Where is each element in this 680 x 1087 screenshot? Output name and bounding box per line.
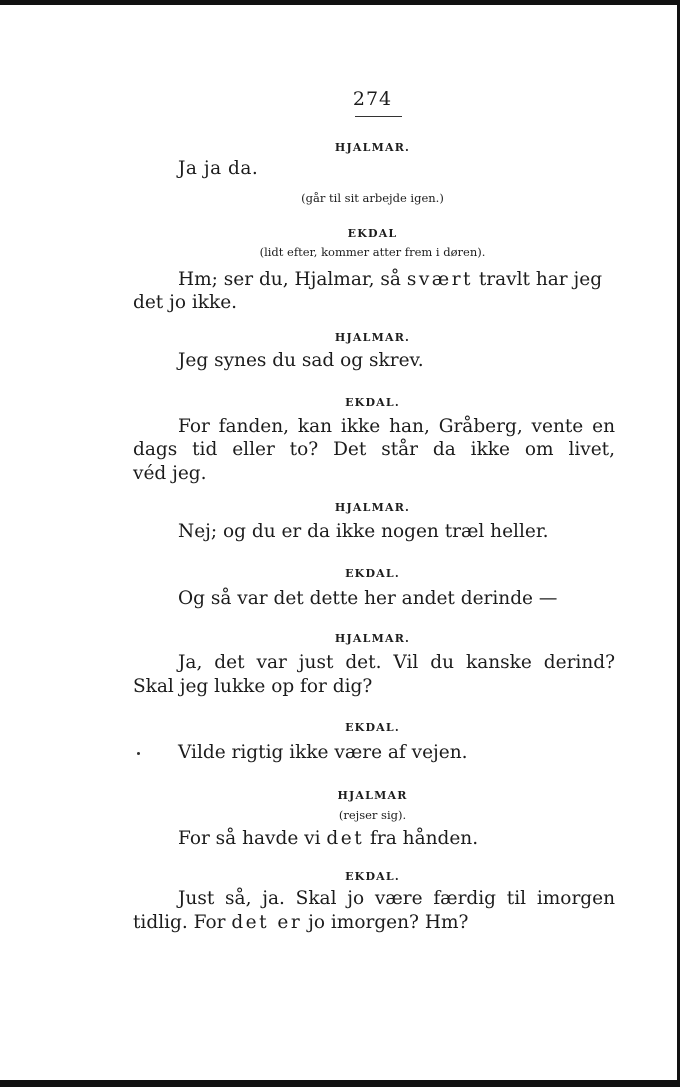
speck-mark	[137, 752, 140, 755]
dialogue-line: Ja ja da.	[178, 158, 259, 179]
speaker-label: EKDAL.	[345, 396, 400, 409]
dialogue-line: dags tid eller to? Det står da ikke om livet,	[133, 439, 615, 460]
dialogue-line-wrap	[178, 828, 478, 849]
dialogue-line: Vilde rigtig ikke være af vejen.	[178, 742, 468, 763]
emphasized-text: svært	[406, 269, 473, 290]
stage-direction: (går til sit arbejde igen.)	[301, 191, 444, 205]
page-number-rule	[355, 116, 402, 117]
emphasized-text: det	[326, 828, 365, 849]
dialogue-text: For så havde vi	[178, 828, 321, 849]
stage-direction: (lidt efter, kommer atter frem i døren).	[259, 245, 486, 259]
dialogue-line: Ja, det var just det. Vil du kanske derind?	[178, 652, 615, 673]
dialogue-text: jo imorgen? Hm?	[308, 912, 469, 933]
dialogue-line: Nej; og du er da ikke nogen træl heller.	[178, 521, 549, 542]
dialogue-line-wrap	[133, 912, 468, 933]
dialogue-text: Hm; ser du, Hjalmar, så	[178, 269, 401, 290]
speaker-label: HJALMAR	[337, 789, 408, 802]
dialogue-line-wrap	[178, 269, 602, 290]
dialogue-text: tidlig. For	[133, 912, 226, 933]
dialogue-line: Just så, ja. Skal jo være færdig til imorgen	[178, 888, 615, 909]
stage-direction: (rejser sig).	[338, 808, 407, 822]
speaker-label: EKDAL	[347, 227, 398, 240]
dialogue-line: For fanden, kan ikke han, Gråberg, vente en	[178, 416, 615, 437]
speaker-label: EKDAL.	[345, 721, 400, 734]
page-number: 274	[352, 88, 393, 110]
speaker-label: EKDAL.	[345, 567, 400, 580]
emphasized-text: det er	[231, 912, 303, 933]
speaker-label: HJALMAR.	[334, 331, 411, 344]
speaker-label: EKDAL.	[345, 870, 400, 883]
speaker-label: HJALMAR.	[334, 141, 411, 154]
speaker-label: HJALMAR.	[334, 501, 411, 514]
dialogue-line: Jeg synes du sad og skrev.	[178, 350, 424, 371]
scan-edge-bottom	[0, 1080, 680, 1087]
dialogue-text: travlt har jeg	[478, 269, 603, 290]
dialogue-line: det jo ikke.	[133, 292, 238, 313]
dialogue-line: Skal jeg lukke op for dig?	[133, 676, 373, 697]
dialogue-line: Og så var det dette her andet derinde —	[178, 588, 558, 609]
dialogue-line: véd jeg.	[133, 463, 207, 484]
speaker-label: HJALMAR.	[334, 632, 411, 645]
dialogue-text: fra hånden.	[370, 828, 479, 849]
scan-edge-top	[0, 0, 680, 5]
